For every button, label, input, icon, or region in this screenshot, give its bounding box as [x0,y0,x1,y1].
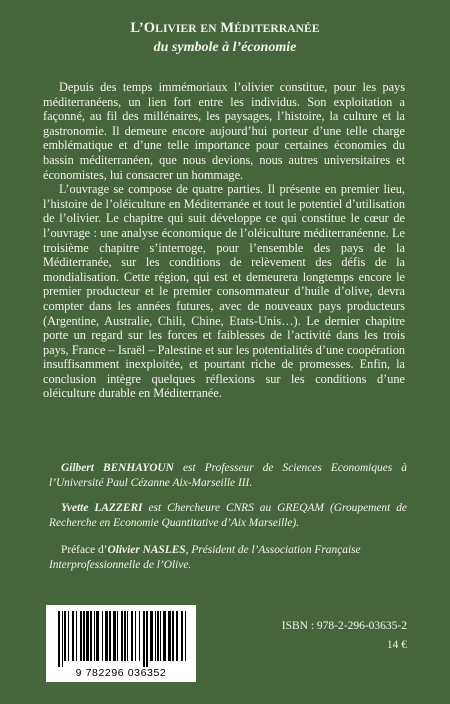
barcode-bar [86,611,89,661]
title-part: L [130,20,139,36]
author-bio [49,461,407,490]
barcode-bar [96,611,99,661]
header [0,20,450,57]
author-description: est Chercheure CNRS au GREQAM (Groupement de Recherche en Economie Quantitative d’Aix Marseille). [49,502,407,529]
barcode-bar [163,611,166,661]
barcode-bar [58,611,60,667]
title-part: O [143,20,156,36]
barcode-bar [150,611,153,661]
author-bio [49,501,407,530]
barcode-bar [80,611,82,661]
barcode-bar [102,611,103,661]
blurb-paragraph: L’ouvrage se compose de quatre parties. Il présente en premier lieu, l’histoire de l’oléiculture en Méditerranée et tout le potentiel d’utilisation de l’olivier. Le chapitre qui suit développe ce qui constitue le cœur de l’ouvrage : une analyse économique de l’oléiculture méditerranéenne. Le troisième chapitre s’interroge, pour l’ensemble des pays de la Méditerranée, sur les conditions de relèvement des défis de la mondialisation. Cette région, qui est et demeurera longtemps encore le premier producteur et le premier consommateur d’huile d’olive, devra compter dans les années futures, avec de nouveaux pays producteurs (Argentine, Australie, Chili, Chine, Etats-Unis…). Le dernier chapitre porte un regard sur les forces et faiblesses de l’activité dans les trois pays, France – Israël – Palestine et sur les potentialités d’une coopération insuffisamment inexploitée, et pourtant riche de promesses. Enfin, la conclusion intègre quelques réflexions sur les conditions d’une oléiculture durable en Méditerranée. [43,182,405,401]
barcode-bar [139,611,140,661]
preface-author: Olivier NASLES [107,544,186,556]
title-part: ’ [138,20,144,36]
barcode-bar [127,611,128,661]
author-description: est Professeur de Sciences Economiques à l’Université Paul Cézanne Aix-Marseille III. [49,462,407,489]
barcode-bar [109,611,111,661]
author-bios [49,461,407,541]
title-part: M [220,20,235,36]
barcode-bar [135,611,136,661]
title-part: LIVIER [155,23,197,35]
price: 14 € [386,639,407,651]
preface-note [49,543,407,572]
book-title [0,20,450,38]
barcode-bar [124,611,126,661]
barcode-bar [76,611,77,661]
barcode-bar [68,611,69,661]
barcode-bar [121,611,123,661]
barcode-bar [157,611,159,661]
book-subtitle: du symbole à l’économie [153,40,297,55]
barcode-bar [72,611,74,661]
barcode-bar [117,611,118,661]
barcode-bar [94,611,95,661]
barcode-bar [168,611,171,661]
barcode-bar [90,611,92,661]
title-part: ÉDITERRANÉE [234,23,320,35]
blurb-paragraph: Depuis des temps immémoriaux l’olivier constitue, pour les pays méditerranéens, un lien fort entre les individus. Son exploitation a façonné, au fil des millénaires, les paysages, l’histoire, la culture et la gastronomie. Il demeure encore aujourd’hui porteur d’une telle charge emblématique et d’une telle importance pour certaines économies du bassin méditerranéen, que nous devions, nous autres universitaires et économistes, lui consacrer un hommage. [43,80,405,182]
barcode-bar [181,611,183,661]
barcode-bar [155,611,156,661]
preface-prefix: Préface d’ [61,544,108,556]
barcode-bar [131,611,133,661]
blurb-body [43,80,405,401]
title-part: EN [200,23,217,35]
barcode-bar [105,611,108,661]
barcode [46,605,196,682]
barcode-bar [160,611,161,661]
barcode-digits: 9 782296 036352 [75,667,167,679]
barcode-bar [176,611,178,661]
preface-description: , Président de l’Association Française Interprofessionnelle de l’Olive. [49,544,361,571]
barcode-bar [64,611,66,661]
barcode-bar [143,611,145,667]
barcode-bar [62,611,63,667]
barcode-bar [172,611,174,661]
barcode-bar [113,611,116,661]
barcode-bar [83,611,85,661]
barcode-bar [185,611,186,661]
barcode-bar [146,611,148,667]
isbn: ISBN : 978-2-296-03635-2 [281,620,407,632]
barcode-bars [46,605,196,667]
author-name: Yvette LAZZERI [61,502,143,514]
author-name: Gilbert BENHAYOUN [61,462,174,474]
